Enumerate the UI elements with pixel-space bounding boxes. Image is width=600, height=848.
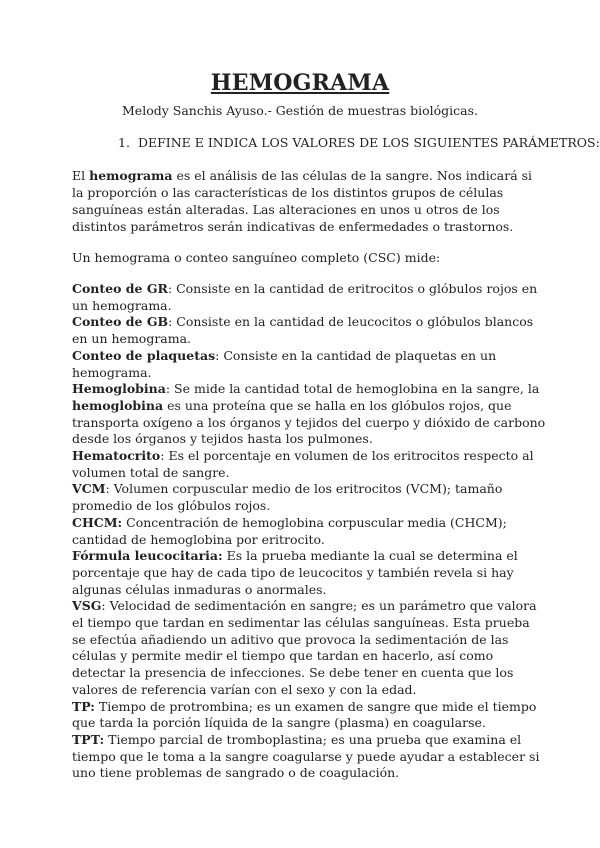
definition-text: Concentración de hemoglobina corpuscular media (CHCM); cantidad de hemoglobina por eritrocito. bbox=[72, 514, 507, 547]
definition-item bbox=[72, 515, 547, 548]
definition-text: Consiste en la cantidad de leucocitos o glóbulos blancos en un hemograma. bbox=[72, 314, 534, 347]
definition-separator: : bbox=[165, 381, 175, 397]
definition-text: Es el porcentaje en volumen de los eritrocitos respecto al volumen total de sangre. bbox=[72, 448, 534, 480]
definition-text: Consiste en la cantidad de plaquetas en un hemograma. bbox=[72, 347, 497, 380]
definition-item bbox=[72, 314, 547, 347]
intro-paragraph bbox=[72, 167, 542, 235]
definition-separator: : bbox=[168, 314, 177, 330]
section-number: 1. bbox=[118, 135, 130, 150]
section-heading bbox=[118, 135, 600, 150]
definition-term: TP: bbox=[72, 698, 95, 714]
section-heading-text: DEFINE E INDICA LOS VALORES DE LOS SIGUIENTES PARÁMETROS: bbox=[137, 135, 600, 150]
definition-text: Velocidad de sedimentación en sangre; es un parámetro que valora el tiempo que tardan en sedimentar las células sanguíneas. Esta prueba se efectúa añadiendo un aditivo que provoca la sedimentación de las células y permite medir el tiempo que tardan en hacerlo, así como detectar la presencia de infecciones. Se debe tener en cuenta que los valores de referencia varían con el sexo y con la edad. bbox=[72, 598, 537, 697]
definition-item bbox=[72, 281, 547, 314]
definition-term: Conteo de plaquetas bbox=[72, 347, 216, 363]
definition-term: VSG bbox=[72, 598, 102, 614]
definition-item bbox=[72, 481, 547, 514]
definition-separator: : bbox=[105, 481, 114, 497]
definition-text: es una proteína que se halla en los glóbulos rojos, que transporta oxígeno a los órganos y tejidos del cuerpo y dióxido de carbono desde los órganos y tejidos hasta los pulmones. bbox=[72, 397, 546, 447]
definition-term: hemoglobina bbox=[72, 397, 164, 413]
definition-term: TPT: bbox=[72, 731, 105, 747]
definition-item bbox=[72, 699, 547, 732]
definition-separator: : bbox=[101, 598, 110, 614]
definition-separator: : bbox=[167, 281, 177, 296]
definition-text: Tiempo parcial de tromboplastina; es una prueba que examina el tiempo que le toma a la sangre coagularse y puede ayudar a establecer si uno tiene problemas de sangrado o de coagulación. bbox=[72, 731, 540, 781]
definition-item bbox=[72, 732, 547, 782]
definition-term: Hemoglobina bbox=[72, 381, 166, 397]
definition-item bbox=[72, 548, 547, 598]
intro-term: hemograma bbox=[89, 168, 173, 183]
intro-post: es el análisis de las células de la sangre. Nos indicará si la proporción o las características de los distintos grupos de células sanguíneas están alteradas. Las alteraciones en unos u otros de los distintos parámetros serán indicativas de enfermedades o trastornos. bbox=[72, 168, 533, 234]
definition-item bbox=[72, 348, 547, 381]
definition-term: VCM bbox=[72, 481, 106, 497]
definition-item bbox=[72, 598, 547, 698]
definition-list bbox=[72, 281, 547, 782]
definition-item bbox=[72, 448, 547, 481]
definition-term: Conteo de GR bbox=[72, 281, 168, 296]
definition-text: Es la prueba mediante la cual se determina el porcentaje que hay de cada tipo de leucocitos y también revela si hay algunas células inmaduras o anormales. bbox=[72, 548, 518, 597]
csc-intro: Un hemograma o conteo sanguíneo completo (CSC) mide: bbox=[72, 250, 441, 265]
definition-text: Tiempo de protrombina; es un examen de sangre que mide el tiempo que tarda la porción líquida de la sangre (plasma) en coagularse. bbox=[72, 698, 537, 731]
intro-pre: El bbox=[72, 168, 90, 183]
definition-term: Conteo de GB bbox=[72, 314, 169, 330]
definition-text: Consiste en la cantidad de eritrocitos o glóbulos rojos en un hemograma. bbox=[72, 281, 538, 313]
definition-term: Hematocrito bbox=[72, 448, 161, 464]
definition-item bbox=[72, 381, 547, 448]
definition-text: Se mide la cantidad total de hemoglobina en la sangre, la bbox=[174, 381, 540, 397]
document-subtitle: Melody Sanchis Ayuso.- Gestión de muestras biológicas. bbox=[122, 103, 478, 118]
definition-term: Fórmula leucocitaria: bbox=[72, 548, 223, 564]
definition-text: Volumen corpuscular medio de los eritrocitos (VCM); tamaño promedio de los glóbulos rojos. bbox=[72, 481, 503, 514]
definition-term: CHCM: bbox=[72, 514, 123, 530]
definition-separator: : bbox=[215, 347, 224, 363]
document-title: HEMOGRAMA bbox=[210, 70, 390, 96]
definition-separator: : bbox=[160, 448, 169, 464]
